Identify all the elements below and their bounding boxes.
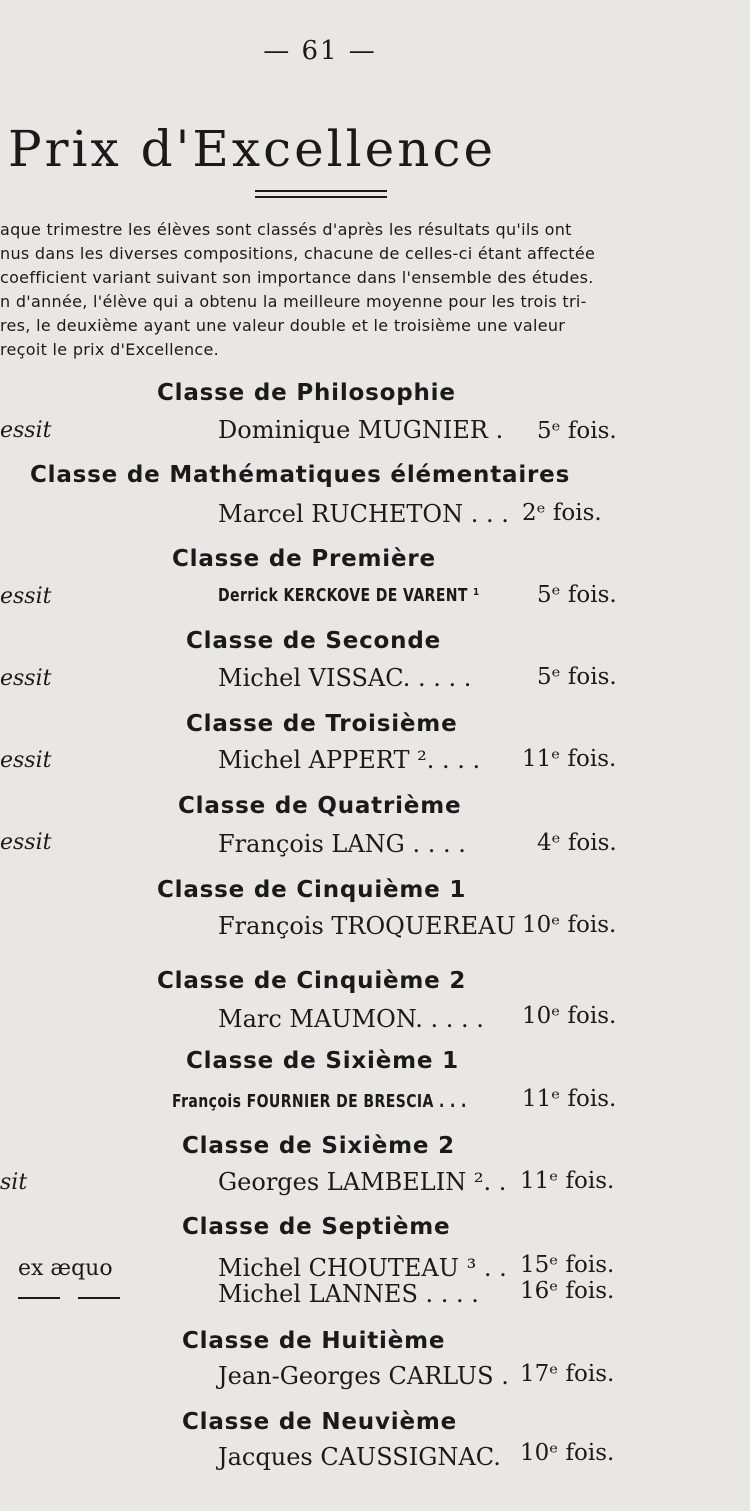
times-awarded: 5ᵉ fois. bbox=[537, 582, 617, 608]
laureate-name: Michel LANNES . . . . bbox=[218, 1280, 479, 1308]
times-awarded: 4ᵉ fois. bbox=[537, 830, 617, 856]
laureate-name: Derrick KERCKOVE DE VARENT ¹ bbox=[218, 585, 480, 606]
times-awarded: 10ᵉ fois. bbox=[520, 1440, 615, 1466]
ditto-dash bbox=[18, 1297, 60, 1299]
laureate-name: François FOURNIER DE BRESCIA . . . bbox=[172, 1091, 467, 1112]
laureate-name: Michel CHOUTEAU ³ . . bbox=[218, 1254, 507, 1282]
laureate-name: François LANG . . . . bbox=[218, 830, 466, 858]
times-awarded: 5ᵉ fois. bbox=[537, 664, 617, 690]
times-awarded: 15ᵉ fois. bbox=[520, 1252, 615, 1278]
intro-line: nus dans les diverses compositions, chacune de celles-ci étant affectée bbox=[0, 244, 596, 263]
times-awarded: 10ᵉ fois. bbox=[522, 912, 617, 938]
class-heading: Classe de Sixième 2 bbox=[182, 1133, 455, 1159]
class-heading: Classe de Neuvième bbox=[182, 1409, 458, 1435]
times-awarded: 11ᵉ fois. bbox=[522, 746, 617, 772]
times-awarded: 5ᵉ fois. bbox=[537, 418, 617, 444]
class-heading: Classe de Cinquième 2 bbox=[157, 968, 467, 994]
times-awarded: 11ᵉ fois. bbox=[522, 1086, 617, 1112]
times-awarded: 17ᵉ fois. bbox=[520, 1361, 615, 1387]
intro-paragraph bbox=[0, 218, 740, 362]
class-heading: Classe de Huitième bbox=[182, 1328, 446, 1354]
laureate-name: Michel APPERT ². . . . bbox=[218, 746, 481, 774]
margin-note: ex æquo bbox=[18, 1256, 113, 1281]
laureate-name: Marc MAUMON. . . . . bbox=[218, 1005, 484, 1033]
times-awarded: 2ᵉ fois. bbox=[522, 500, 602, 526]
laureate-name: Georges LAMBELIN ². . bbox=[218, 1168, 507, 1196]
times-awarded: 16ᵉ fois. bbox=[520, 1278, 615, 1304]
margin-note: essit bbox=[0, 830, 52, 855]
laureate-name: Marcel RUCHETON . . . bbox=[218, 500, 509, 528]
ditto-dash bbox=[78, 1297, 120, 1299]
title-rule-top bbox=[255, 190, 387, 192]
margin-note: essit bbox=[0, 666, 52, 691]
margin-note: essit bbox=[0, 584, 52, 609]
laureate-name: Dominique MUGNIER . bbox=[218, 416, 504, 444]
class-heading: Classe de Seconde bbox=[186, 628, 441, 654]
intro-line: coefficient variant suivant son importance dans l'ensemble des études. bbox=[0, 268, 594, 287]
class-heading: Classe de Première bbox=[172, 546, 436, 572]
laureate-name: Michel VISSAC. . . . . bbox=[218, 664, 472, 692]
times-awarded: 10ᵉ fois. bbox=[522, 1003, 617, 1029]
class-heading: Classe de Cinquième 1 bbox=[157, 877, 467, 903]
intro-line: aque trimestre les élèves sont classés d'après les résultats qu'ils ont bbox=[0, 220, 572, 239]
times-awarded: 11ᵉ fois. bbox=[520, 1168, 615, 1194]
intro-line: reçoit le prix d'Excellence. bbox=[0, 340, 220, 359]
margin-note: essit bbox=[0, 748, 52, 773]
class-heading: Classe de Mathématiques élémentaires bbox=[30, 462, 571, 488]
intro-line: n d'année, l'élève qui a obtenu la meilleure moyenne pour les trois tri- bbox=[0, 292, 587, 311]
title-rule-bottom bbox=[255, 196, 387, 198]
class-heading: Classe de Septième bbox=[182, 1214, 451, 1240]
class-heading: Classe de Quatrième bbox=[178, 793, 462, 819]
class-heading: Classe de Sixième 1 bbox=[186, 1048, 459, 1074]
laureate-name: François TROQUEREAU bbox=[218, 912, 516, 940]
laureate-name: Jean-Georges CARLUS . bbox=[218, 1362, 509, 1390]
intro-line: res, le deuxième ayant une valeur double et le troisième une valeur bbox=[0, 316, 566, 335]
page-title: Prix d'Excellence bbox=[8, 120, 497, 178]
margin-note: essit bbox=[0, 418, 52, 443]
laureate-name: Jacques CAUSSIGNAC. bbox=[218, 1443, 501, 1471]
margin-note: sit bbox=[0, 1170, 28, 1195]
class-heading: Classe de Troisième bbox=[186, 711, 458, 737]
class-heading: Classe de Philosophie bbox=[157, 380, 456, 406]
page-number: — 61 — bbox=[263, 36, 377, 66]
